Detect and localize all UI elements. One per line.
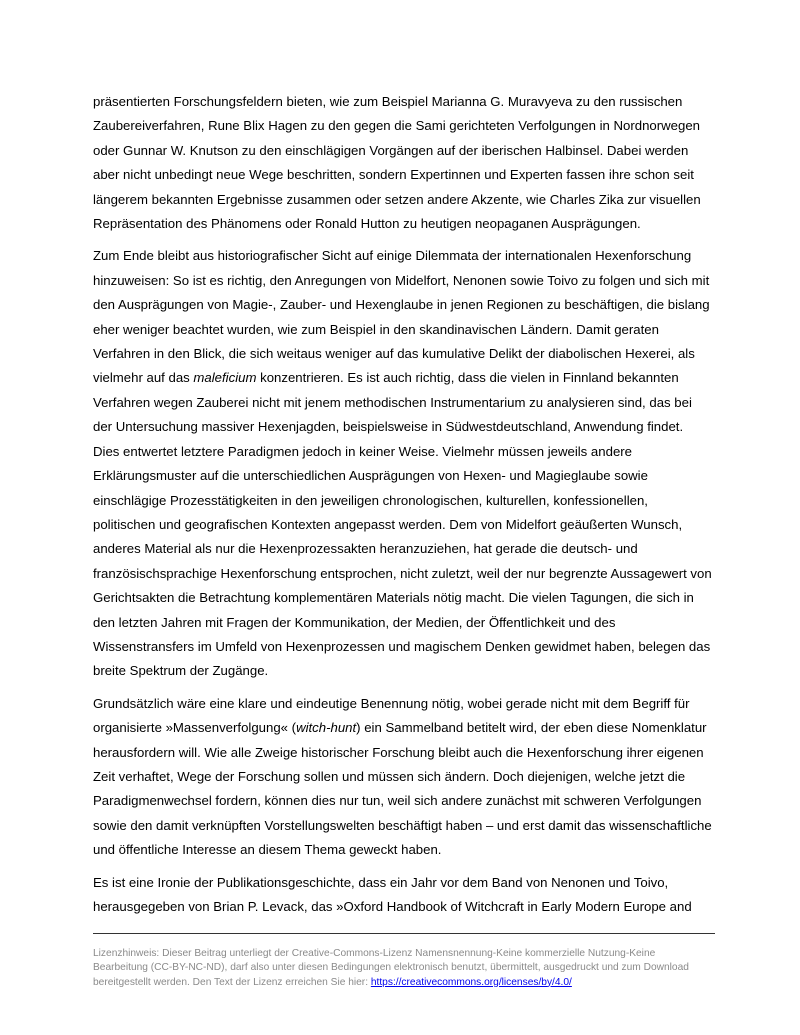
text-line <box>93 537 718 561</box>
text-line <box>93 692 718 716</box>
text-segment: ) ein Sammelband betitelt wird, der eben diese Nomenklatur <box>356 720 707 736</box>
text-segment: Es ist eine Ironie der Publikationsgeschichte, dass ein Jahr vor dem Band von Nenonen und Toivo, <box>93 874 669 890</box>
text-segment: anderes Material als nur die Hexenprozessakten heranzuziehen, hat gerade die deutsch- und <box>93 541 638 557</box>
text-line <box>93 716 718 740</box>
text-segment: hinzuweisen: So ist es richtig, den Anregungen von Midelfort, Nenonen sowie Toivo zu folgen und sich mit <box>93 272 710 288</box>
text-segment: Verfahren in den Blick, die sich weitaus weniger auf das kumulative Delikt der diabolischen Hexerei, als <box>93 346 695 362</box>
text-line <box>93 391 718 415</box>
text-line <box>93 789 718 813</box>
text-segment: einschlägige Prozesstätigkeiten in den jeweiligen chronologischen, kulturellen, konfessionellen, <box>93 492 648 508</box>
license-link[interactable]: https://creativecommons.org/licenses/by/4.0/ <box>370 976 572 988</box>
text-segment: eher weniger beachtet wurden, wie zum Beispiel in den skandinavischen Ländern. Damit geraten <box>93 321 659 337</box>
license-line <box>93 976 715 990</box>
text-segment: französischsprachige Hexenforschung entsprochen, nicht zuletzt, weil der nur begrenzte Aussagewert von <box>93 565 712 581</box>
text-line <box>93 366 718 390</box>
text-segment: herausgegeben von Brian P. Levack, das »Oxford Handbook of Witchcraft in Early Modern Europe and <box>93 899 692 914</box>
text-segment: Zum Ende bleibt aus historiografischer Sicht auf einige Dilemmata der internationalen Hexenforschung <box>93 248 692 264</box>
license-line-prefix: bereitgestellt werden. Den Text der Lizenz erreichen Sie hier: <box>93 976 371 988</box>
text-segment: Zeit verhaftet, Wege der Forschung sollen und müssen sich ändern. Doch diejenigen, welche jetzt die <box>93 768 686 784</box>
text-line <box>93 838 718 862</box>
text-segment: und öffentliche Interesse an diesem Thema geweckt haben. <box>93 842 442 858</box>
text-line <box>93 90 718 114</box>
license-notice <box>93 947 715 990</box>
text-segment: konzentrieren. Es ist auch richtig, dass die vielen in Finnland bekannten <box>256 370 679 386</box>
text-line <box>93 765 718 789</box>
text-segment: den letzten Jahren mit Fragen der Kommunikation, der Medien, der Öffentlichkeit und des <box>93 614 616 630</box>
text-line <box>93 659 718 683</box>
text-line <box>93 871 718 895</box>
body-text <box>93 90 718 927</box>
text-segment: Dies entwertet letztere Paradigmen jedoch in keiner Weise. Vielmehr müssen jeweils andere <box>93 443 632 459</box>
italic-term: maleficium <box>193 370 257 386</box>
text-line <box>93 188 718 212</box>
text-segment: präsentierten Forschungsfeldern bieten, wie zum Beispiel Marianna G. Muravyeva zu den russischen <box>93 94 683 109</box>
italic-term: witch-hunt <box>296 720 357 736</box>
text-segment: organisierte »Massenverfolgung« ( <box>93 720 297 736</box>
text-segment: Wissenstransfers im Umfeld von Hexenprozessen und magischem Denken gewidmet haben, belegen das <box>93 638 711 654</box>
text-segment: politischen und geografischen Kontexten angepasst werden. Dem von Midelfort geäußerten Wunsch, <box>93 516 683 532</box>
text-line <box>93 342 718 366</box>
text-segment: oder Gunnar W. Knutson zu den einschlägigen Vorgängen auf der iberischen Halbinsel. Dabei werden <box>93 142 689 158</box>
text-segment: Gerichtsakten die Betrachtung komplementären Materials nötig macht. Die vielen Tagungen, die sich in <box>93 590 694 606</box>
text-line <box>93 293 718 317</box>
text-segment: sowie den damit verknüpften Vorstellungswelten beschäftigt haben – und erst damit das wissenschaftliche <box>93 817 712 833</box>
text-line <box>93 741 718 765</box>
text-line <box>93 489 718 513</box>
text-line <box>93 318 718 342</box>
footer-divider <box>93 933 715 934</box>
text-line <box>93 440 718 464</box>
text-line <box>93 244 718 268</box>
paragraph <box>93 90 718 236</box>
text-line <box>93 513 718 537</box>
text-line <box>93 895 718 919</box>
text-segment: Paradigmenwechsel fordern, können dies nur tun, weil sich andere zunächst mit schweren Verfolgungen <box>93 793 702 809</box>
text-segment: vielmehr auf das <box>93 370 194 386</box>
paragraph <box>93 871 718 920</box>
paragraph <box>93 244 718 683</box>
license-footer <box>93 933 715 990</box>
text-line <box>93 814 718 838</box>
text-line <box>93 562 718 586</box>
text-segment: Erklärungsmuster auf die unterschiedlichen Ausprägungen von Hexen- und Magieglaube sowie <box>93 468 648 484</box>
text-line <box>93 212 718 236</box>
text-segment: den Ausprägungen von Magie-, Zauber- und Hexenglaube in jenen Regionen zu beschäftigen, die bislang <box>93 297 710 313</box>
text-segment: aber nicht unbedingt neue Wege beschritten, sondern Expertinnen und Experten fassen ihre schon seit <box>93 167 694 183</box>
text-line <box>93 163 718 187</box>
text-line <box>93 269 718 293</box>
text-segment: Verfahren wegen Zauberei nicht mit jenem methodischen Instrumentarium zu analysieren sind, das bei <box>93 394 692 410</box>
text-segment: herausfordern will. Wie alle Zweige historischer Forschung bleibt auch die Hexenforschung ihrer eigenen <box>93 744 704 760</box>
text-segment: längerem bekannten Ergebnisse zusammen oder setzen andere Akzente, wie Charles Zika zur visuellen <box>93 191 701 207</box>
text-segment: Grundsätzlich wäre eine klare und eindeutige Benennung nötig, wobei gerade nicht mit dem Begriff für <box>93 695 690 711</box>
license-line: Lizenzhinweis: Dieser Beitrag unterliegt der Creative-Commons-Lizenz Namensnennung-Keine kommerzielle Nutzung-Keine <box>93 948 656 959</box>
text-line <box>93 586 718 610</box>
text-line <box>93 415 718 439</box>
text-line <box>93 114 718 138</box>
text-segment: breite Spektrum der Zugänge. <box>93 663 269 679</box>
text-line <box>93 464 718 488</box>
paragraph <box>93 692 718 863</box>
text-segment: der Untersuchung massiver Hexenjagden, beispielsweise in Südwestdeutschland, Anwendung findet. <box>93 419 684 435</box>
text-segment: Repräsentation des Phänomens oder Ronald Hutton zu heutigen neopaganen Ausprägungen. <box>93 216 641 232</box>
text-line <box>93 139 718 163</box>
text-line <box>93 611 718 635</box>
text-line <box>93 635 718 659</box>
license-line: Bearbeitung (CC-BY-NC-ND), darf also unter diesen Bedingungen elektronisch benutzt, übermittelt, ausgedruckt und zum Download <box>93 962 689 974</box>
text-segment: Zaubereiverfahren, Rune Blix Hagen zu den gegen die Sami gerichteten Verfolgungen in Nordnorwegen <box>93 118 701 134</box>
